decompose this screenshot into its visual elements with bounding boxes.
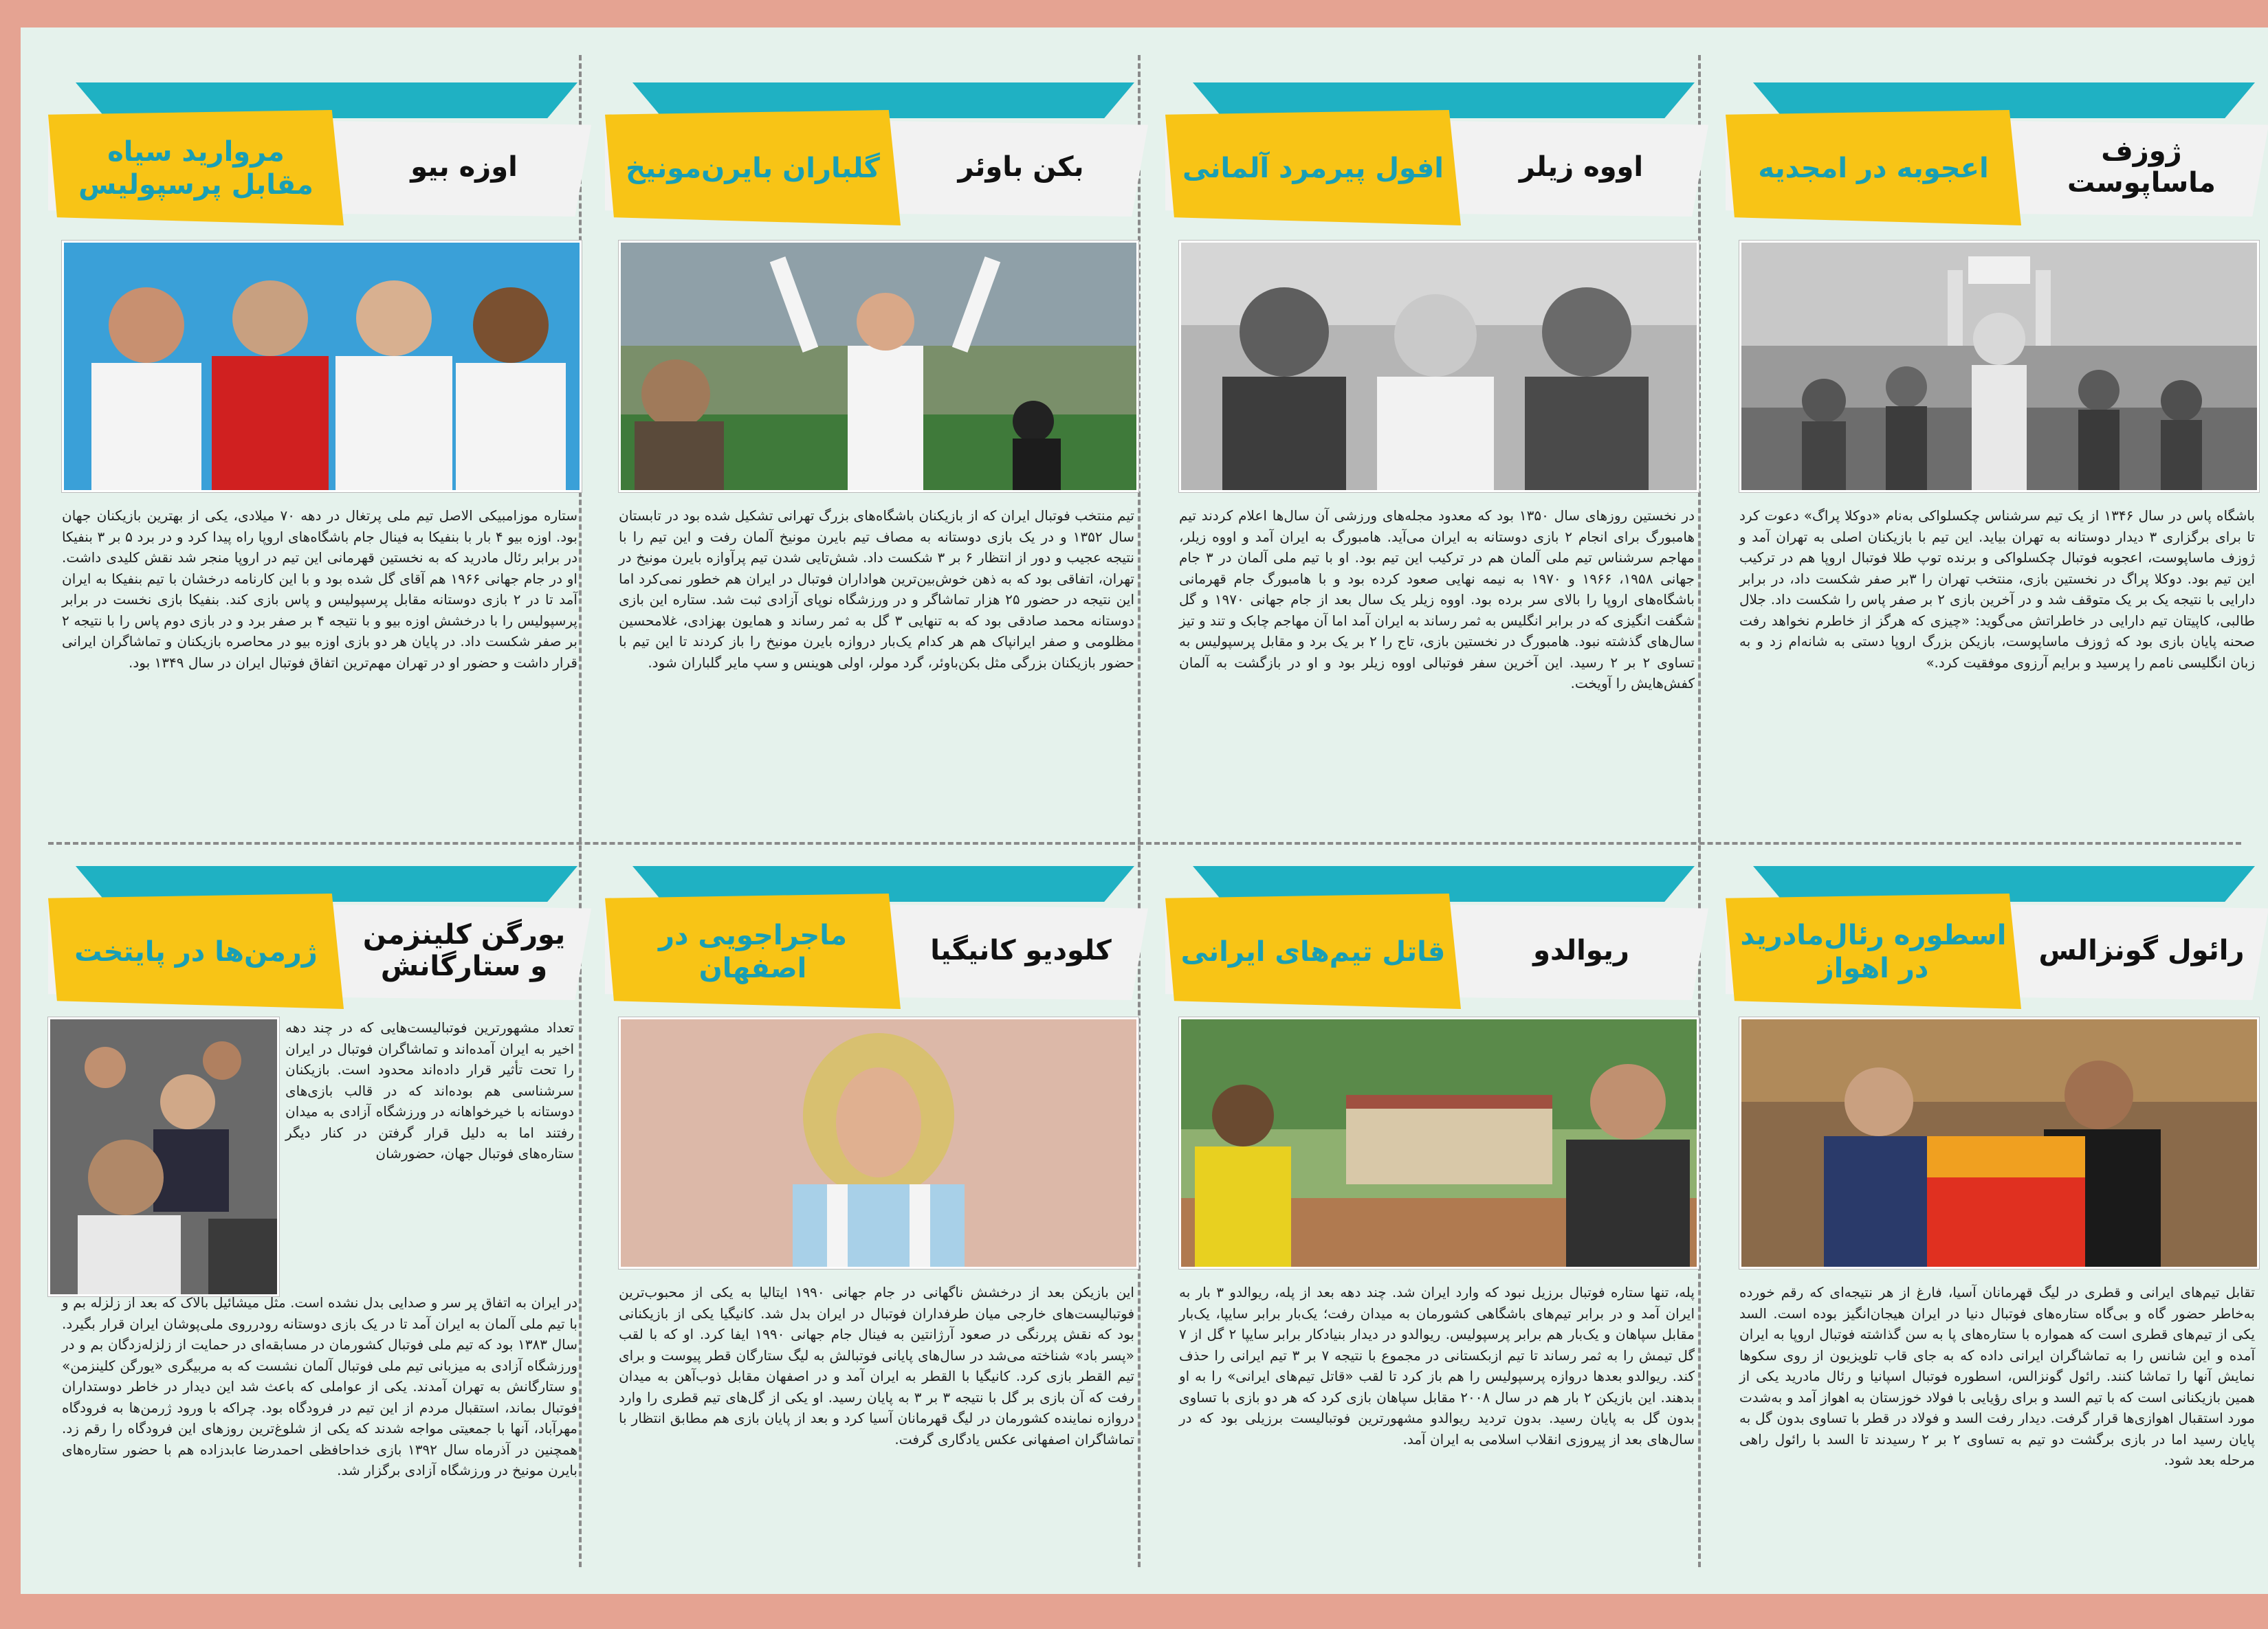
player-name: اوزه بیو — [410, 151, 518, 183]
card-rivaldo — [1165, 852, 1708, 1629]
player-name: کلودیو کانیگیا — [930, 934, 1112, 966]
headline: ماجراجویی در اصفهان — [658, 919, 848, 984]
article-body: در ایران به اتفاق پر سر و صدایی بدل نشده است. مثل میشائیل بالاک که بعد از زلزله بم و با تیم ملی آلمان به ایران آمد تا در یک بازی دوستانه رودرروی ملی‌پوشان ایران قرار بگیرد. سال ۱۳۸۳ بود که تیم ملی فوتبال کشورمان در مسابقه‌ای در حمایت از زلزله‌زدگان بم و در ورزشگاه آزادی به میزبانی تیم ملی فوتبال آلمان نشست که به مربیگری «یورگن کلینزمن» و ستارگانش به تهران آمدند. یکی از عواملی که باعث شد این دیدار در خاطر دوستداران فوتبال بماند، استقبال مردم از این تیم در فرودگاه بود. چراکه با ورود ژرمن‌ها به فرودگاه مهرآباد، آنها با جمعیتی مواجه شدند که یکی از شلوغ‌ترین روزهای این فرودگاه را رقم زد. همچنین در آذرماه سال ۱۳۹۲ بازی خداحافظی احمدرضا عابدزاده هم با حضور ستاره‌های بایرن مونیخ در ورزشگاه آزادی برگزار شد. — [62, 1294, 577, 1478]
card-raul — [1726, 852, 2268, 1629]
player-photo — [619, 241, 1138, 492]
article-body: تقابل تیم‌های ایرانی و قطری در لیگ قهرمانان آسیا، فارغ از هر نتیجه‌ای که رقم خورده به‌خاطر حضور گاه و بی‌گاه ستاره‌های فوتبال دنیا در ایران هیجان‌انگیز بوده است. السد یکی از تیم‌های قطری است که همواره با ستاره‌های پا به سن گذاشته فوتبال اروپا به ایران آمده و این شانس را به تماشاگران ایرانی داده که به جای قاب تلویزیون از روی سکوها نمایش آنها را تماشا کنند. رائول گونزالس، اسطوره فوتبال اسپانیا و رئال مادرید یکی از همین بازیکنانی است که با تیم السد و برای رؤیایی با فولاد خوزستان به اهواز آمد و به‌شدت مورد استقبال اهوازی‌ها قرار گرفت. دیدار رفت السد و فولاد در قطر با تساوی بدون گل به پایان رسید اما در بازی برگشت دو تیم به تساوی ۲ بر ۲ رسیدند تا السد با رائول راهی مرحله بعد شود. — [1739, 1284, 2255, 1468]
player-name: ریوالدو — [1533, 934, 1629, 966]
player-name: اووه زیلر — [1519, 151, 1644, 183]
card-caniggia — [605, 852, 1148, 1629]
article-body: ستاره موزامبیکی الاصل تیم ملی پرتغال در دهه ۷۰ میلادی، یکی از بهترین بازیکنان جهان بود. اوزه بیو ۴ بار با بنفیکا به فینال جام باشگاه‌های اروپا راه پیدا کرد و در برد ۵ بر ۳ بنفیکا در برابر رئال مادرید که به نخستین قهرمانی این تیم در اروپا منجر شد نقش کلیدی داشت. او در جام جهانی ۱۹۶۶ هم آقای گل شده بود و با این کارنامه درخشان با تیم بنفیکا به ایران آمد تا در ۲ بازی دوستانه مقابل پرسپولیس و پاس بازی کند. بنفیکا بازی نخست در برابر پرسپولیس را با درخشش اوزه بیو و با نتیجه ۴ بر صفر برد و در بازی دوم پاس را با نتیجه ۲ بر صفر شکست داد. در پایان هر دو بازی اوزه بیو در محاصره بازیکنان و تماشاگران ایرانی قرار داشت و حضور او در تهران مهم‌ترین اتفاق فوتبال ایران در سال ۱۳۴۹ بود. — [62, 507, 577, 671]
player-name: رائول گونزالس — [2038, 934, 2245, 966]
headline: اسطوره رئال‌مادرید در اهواز — [1740, 919, 2007, 984]
article-body: تیم منتخب فوتبال ایران که از بازیکنان باشگاه‌های بزرگ تهرانی تشکیل شده بود در تابستان سال ۱۳۵۲ و در یک بازی دوستانه به مصاف تیم بایرن مونیخ آلمان رفت و این تیم را با نتیجه عجیب و دور از انتظار ۶ بر ۳ شکست داد. شش‌تایی شدن تیم پرآوازه بایرن مونیخ در تهران، اتفاقی بود که به ذهن خوش‌بین‌ترین هواداران فوتبال در ایران هم خطور نمی‌کرد اما این نتیجه در حضور ۲۵ هزار تماشاگر و در ورزشگاه نوپای آزادی ثبت شد. ستاره این بازی دوستانه محمد صادقی بود که به تنهایی ۳ گل به ثمر رساند و همایون بهزادی، غلامحسین مظلومی و صفر ایرانپاک هم هر کدام یک‌بار دروازه بایرن مونیخ را باز کردند تا این تیم با حضور بازیکنان بزرگی مثل بکن‌باوئر، گرد مولر، اولی هوینس و سپ مایر گلباران شود. — [619, 507, 1135, 671]
article-body: باشگاه پاس در سال ۱۳۴۶ از یک تیم سرشناس چکسلواکی به‌نام «دوکلا پراگ» دعوت کرد تا برای برگزاری ۳ دیدار دوستانه به تهران بیاید. این تیم با بازیکنان اصلی به تهران آمد و ژوزف ماساپوست، اعجوبه فوتبال چکسلواکی و برنده توپ طلا فوتبال اروپا هم در ترکیب این تیم بود. دوکلا پراگ در نخستین بازی، منتخب تهران را ۳بر صفر شکست داد، در برابر دارایی با نتیجه یک بر یک متوقف شد و در آخرین بازی ۲ بر صفر پاس را شکست داد. جلال طالبی، کاپیتان تیم دارایی در خاطراتش می‌گوید: «چیزی که هرگز از خاطرم نخواهد رفت صحنه پایان بازی بود که ژوزف ماساپوست، بازیکن بزرگ اروپا دستی به شانه‌ام زد و به زبان انگلیسی نامم را پرسید و برایم آرزوی موفقیت کرد.» — [1739, 507, 2255, 671]
article-body: پله، تنها ستاره فوتبال برزیل نبود که وارد ایران شد. چند دهه بعد از پله، ریوالدو ۳ بار به ایران آمد و در برابر تیم‌های باشگاهی کشورمان به میدان رفت؛ یک‌بار برابر سایپا، یک‌بار مقابل سپاهان و یک‌بار هم برابر پرسپولیس. ریوالدو در دیدار بنیادکار برابر سایپا ۲ گل از ۷ گل تیمش را به ثمر رساند تا تیم ازبکستانی در مجموع با نتیجه ۷ بر ۳ تیم ایرانی را حذف کند. ریوالدو بعدها دروازه پرسپولیس را هم باز کرد تا لقب «قاتل تیم‌های ایرانی» را به او بدهند. این بازیکن ۲ بار هم در سال ۲۰۰۸ مقابل سپاهان بازی کرد که هر دو بازی با تساوی بدون گل به پایان رسید. بدون تردید ریوالدو مشهورترین فوتبالیست برزیلی بود که در سال‌های بعد از پیروزی انقلاب اسلامی به ایران آمد. — [1179, 1284, 1695, 1448]
headline: ژرمن‌ها در پایتخت — [74, 935, 318, 968]
card-eusebio — [48, 69, 591, 845]
page-sheet — [21, 27, 2268, 1594]
player-photo — [48, 1017, 279, 1296]
player-name: یورگن کلینزمن و ستارگانش — [362, 918, 566, 982]
headline: گلباران بایرن‌مونیخ — [626, 152, 880, 184]
card-seeler — [1165, 69, 1708, 845]
headline: مروارید سیاه مقابل پرسپولیس — [78, 135, 313, 201]
headline: قاتل تیم‌های ایرانی — [1180, 935, 1446, 968]
card-klinsmann — [48, 852, 591, 1629]
headline: اعجوبه در امجدیه — [1758, 152, 1989, 184]
player-photo — [62, 241, 582, 492]
player-photo — [1179, 241, 1699, 492]
card-masopust — [1726, 69, 2268, 845]
player-name: ژوزف ماساپوست — [2067, 135, 2216, 199]
article-body-side: تعداد مشهورترین فوتبالیست‌هایی که در چند دهه اخیر به ایران آمده‌اند و تماشاگران فوتبال در ایران را تحت تأثیر قرار داده‌اند محدود است. بازیکنان سرشناسی هم بوده‌اند که در قالب بازی‌های دوستانه با خیرخواهانه در ورزشگاه آزادی به میدان رفتند اما به دلیل قرار گرفتن در کنار دیگر ستاره‌های فوتبال جهان، حضورشان — [285, 1019, 574, 1162]
player-photo — [1179, 1017, 1699, 1269]
article-body: این بازیکن بعد از درخشش ناگهانی در جام جهانی ۱۹۹۰ ایتالیا به یکی از محبوب‌ترین فوتبالیست‌های خارجی میان طرفداران فوتبال در ایران بدل شد. کانیگیا یکی از بازیکنانی بود که نقش پررنگی در صعود آرژانتین به فینال جام جهانی ۱۹۹۰ ایفا کرد. او که با لقب «پسر باد» شناخته می‌شد در سال‌های پایانی فوتبالش به لیگ ستارگان قطر پیوست و برای تیم القطر بازی کرد. کانیگیا با القطر به ایران آمد و در اصفهان مقابل ذوب‌آهن به میدان رفت که آن بازی بر گل با نتیجه ۳ بر ۳ به پایان رسید. او یکی از گل‌های تیم قطری را وارد دروازه نماینده کشورمان در لیگ قهرمانان آسیا کرد و بعد از پایان بازی هم مطابق انتظار با تماشاگران اصفهانی عکس یادگاری گرفت. — [619, 1284, 1134, 1448]
headline: افول پیرمرد آلمانی — [1182, 152, 1444, 184]
player-name: بکن باوئر — [958, 151, 1084, 183]
card-beckenbauer — [605, 69, 1148, 845]
article-body: در نخستین روزهای سال ۱۳۵۰ بود که معدود مجله‌های ورزشی آن سال‌ها اعلام کردند تیم هامبورگ برای انجام ۲ بازی دوستانه به ایران می‌آید. هامبورگ به ایران آمد و اووه زیلر، مهاجم سرشناس تیم ملی آلمان هم در ترکیب این تیم بود. او با تیم ملی آلمان در ۳ جام جهانی ۱۹۵۸، ۱۹۶۶ و ۱۹۷۰ به نیمه نهایی صعود کرده بود و با هامبورگ جام قهرمانی باشگاه‌های اروپا را بالای سر برده بود. اووه زیلر یک سال بعد از جام جهانی ۱۹۷۰ و گل شگفت انگیزی که در برابر انگلیس به ثمر رساند به ایران آمد اما آن مهاجم چابک و تند و تیز سال‌های گذشته نبود. هامبورگ در نخستین بازی، تاج را ۲ بر یک برد و مقابل پرسپولیس به تساوی ۲ بر ۲ رسید. این آخرین سفر فوتبالی اووه زیلر بود و او در بازگشت به آلمان کفش‌هایش را آویخت. — [1179, 507, 1695, 691]
player-photo — [619, 1017, 1138, 1269]
player-photo — [1739, 241, 2259, 492]
player-photo — [1739, 1017, 2259, 1269]
